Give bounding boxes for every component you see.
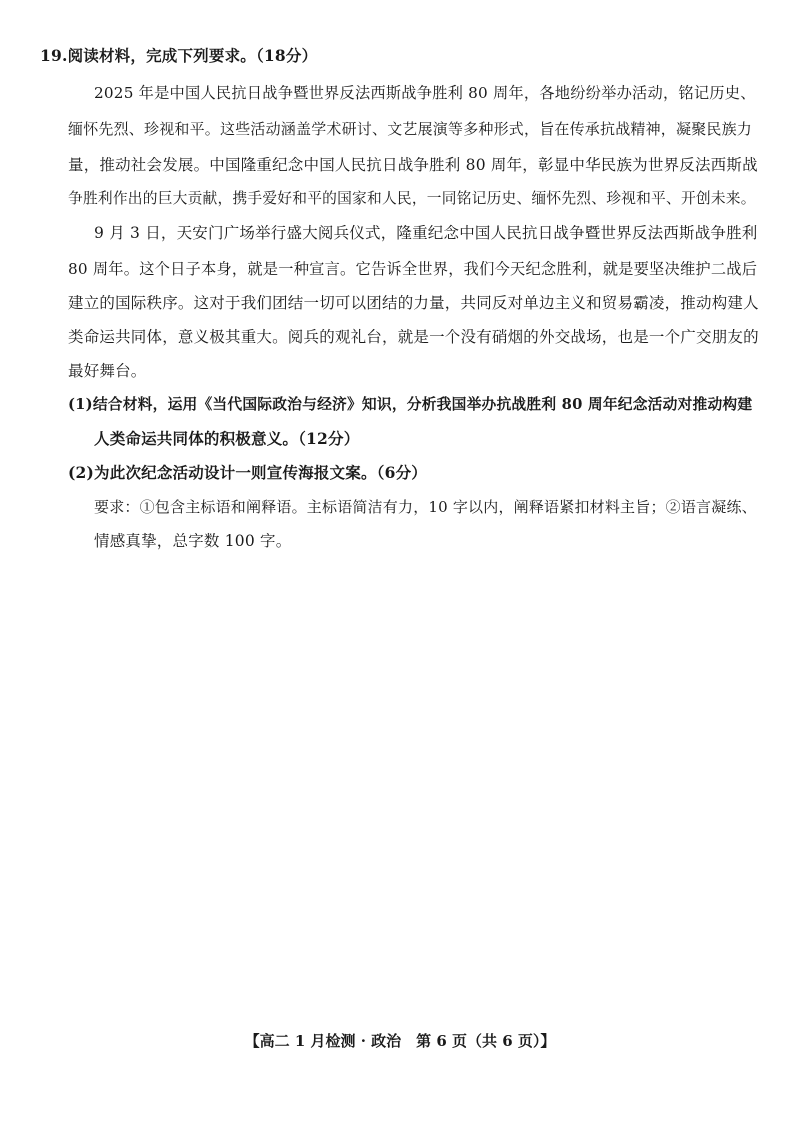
question-title: 19.阅读材料，完成下列要求。（18分） [40,46,318,65]
page-footer: 【高二 1 月检测 · 政治 第 6 页（共 6 页）】 [244,1032,556,1050]
sub-question-1-line-2: 人类命运共同体的积极意义。（12分） [94,429,360,448]
material-p1-line-3: 量，推动社会发展。中国隆重纪念中国人民抗日战争胜利 80 周年，彰显中华民族为世界反法西斯战 [68,156,758,174]
material-p1-line-4: 争胜利作出的巨大贡献，携手爱好和平的国家和人民，一同铭记历史、缅怀先烈、珍视和平、开创未来。 [68,190,756,207]
sub-question-2: (2)为此次纪念活动设计一则宣传海报文案。（6分） [68,463,427,482]
material-p2-line-1: 9 月 3 日，天安门广场举行盛大阅兵仪式，隆重纪念中国人民抗日战争暨世界反法西斯战争胜利 [94,224,758,242]
material-p1-line-2: 缅怀先烈、珍视和平。这些活动涵盖学术研讨、文艺展演等多种形式，旨在传承抗战精神，凝聚民族力 [68,120,753,138]
material-p2-line-5: 最好舞台。 [68,362,147,380]
requirements-line-1: 要求：①包含主标语和阐释语。主标语简洁有力，10 字以内，阐释语紧扣材料主旨；②语言凝练、 [94,498,757,516]
sub-question-1-line-1: (1)结合材料，运用《当代国际政治与经济》知识，分析我国举办抗战胜利 80 周年纪念活动对推动构建 [68,396,753,413]
material-p2-line-4: 类命运共同体，意义极其重大。阅兵的观礼台，就是一个没有硝烟的外交战场，也是一个广交朋友的 [68,328,759,346]
requirements-line-2: 情感真挚，总字数 100 字。 [94,532,292,550]
material-p2-line-3: 建立的国际秩序。这对于我们团结一切可以团结的力量，共同反对单边主义和贸易霸凌，推动构建人 [68,294,759,312]
material-p2-line-2: 80 周年。这个日子本身，就是一种宣言。它告诉全世界，我们今天纪念胜利，就是要坚决维护二战后 [68,260,758,278]
material-p1-line-1: 2025 年是中国人民抗日战争暨世界反法西斯战争胜利 80 周年，各地纷纷举办活动，铭记历史、 [94,84,756,102]
